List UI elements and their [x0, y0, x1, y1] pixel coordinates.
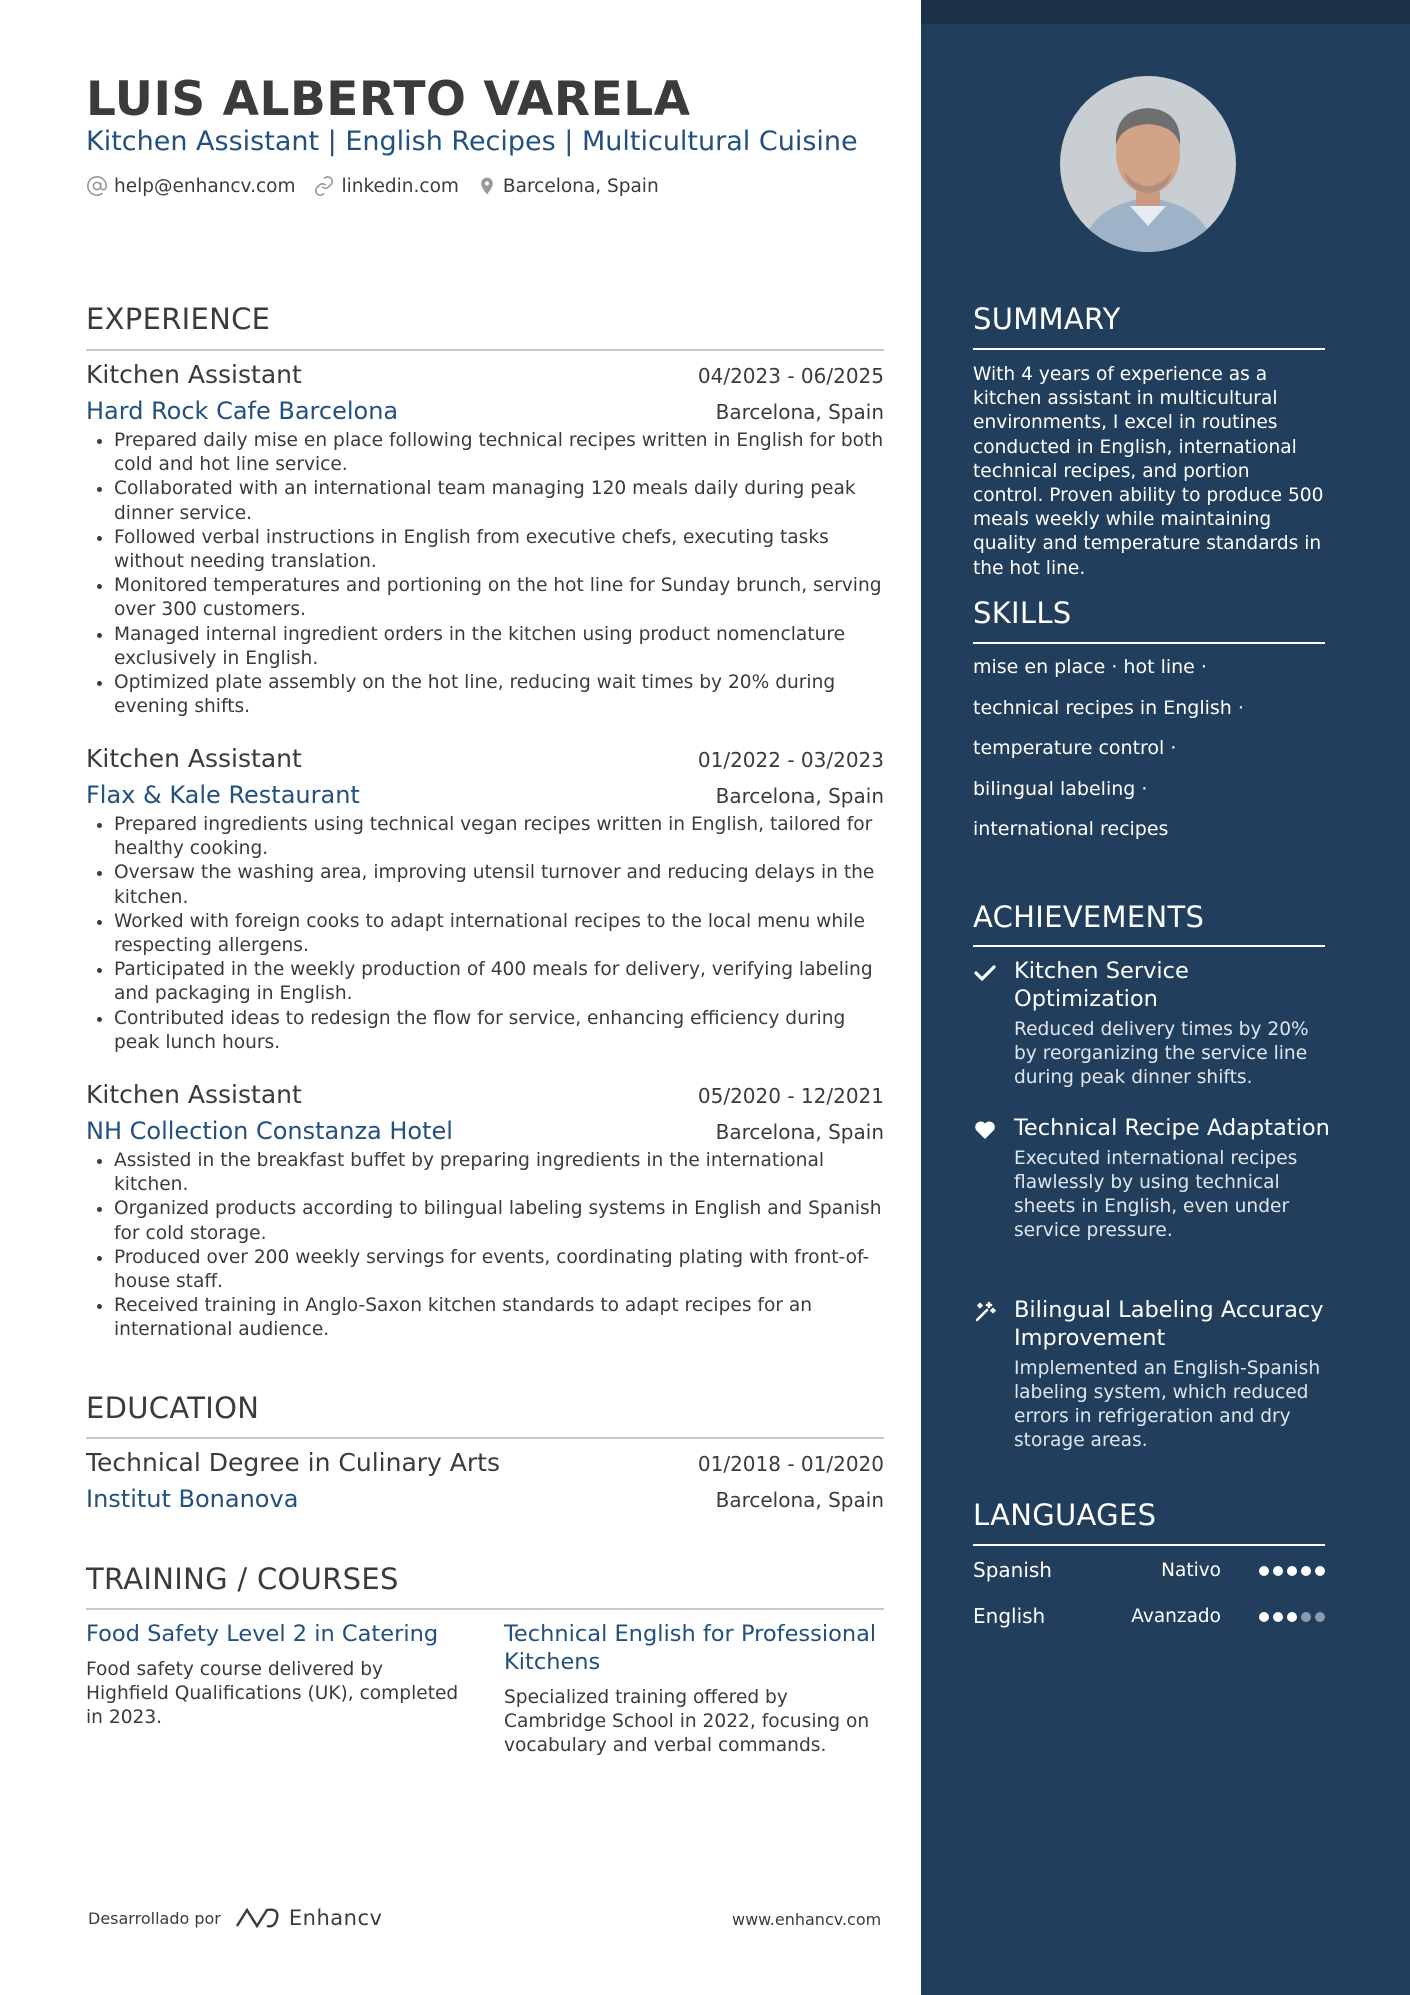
- job-company-row: [86, 781, 884, 809]
- bullet-item: • Optimized plate assembly on the hot line, reducing wait times by 20% during evening shifts.: [114, 671, 884, 719]
- heart-icon: [973, 1118, 997, 1142]
- summary-heading: SUMMARY: [973, 302, 1121, 336]
- language-level: Avanzado: [1131, 1606, 1221, 1627]
- skill-line: bilingual labeling ·: [973, 777, 1148, 800]
- course-entry: [86, 1620, 471, 1730]
- footer-website[interactable]: www.enhancv.com: [732, 1910, 882, 1929]
- job-location: Barcelona, Spain: [715, 1120, 884, 1144]
- bullet-item: • Collaborated with an international team managing 120 meals daily during peak dinner service.: [114, 477, 884, 525]
- job-dates: 04/2023 - 06/2025: [697, 364, 884, 388]
- education-heading: EDUCATION: [86, 1391, 260, 1425]
- job-bullets: [86, 813, 884, 1055]
- skills-divider: [973, 642, 1325, 644]
- bullet-item: • Managed internal ingredient orders in the kitchen using product nomenclature exclusively in English.: [114, 623, 884, 671]
- sidebar-top-bar: [921, 0, 1410, 24]
- achievement-description: Executed international recipes flawlessly by using technical sheets in English, even under service pressure.: [1014, 1148, 1298, 1241]
- company-name: Flax & Kale Restaurant: [86, 781, 360, 809]
- email-text: help@enhancv.com: [114, 175, 296, 197]
- job-header: [86, 744, 884, 773]
- training-heading: TRAINING / COURSES: [86, 1562, 399, 1596]
- course-entry: [504, 1620, 889, 1758]
- contact-linkedin[interactable]: [313, 175, 458, 197]
- enhancv-logo-icon: [233, 1906, 281, 1930]
- achievements-heading: ACHIEVEMENTS: [973, 900, 1205, 934]
- job-dates: 05/2020 - 12/2021: [697, 1084, 884, 1108]
- course-title: Food Safety Level 2 in Catering: [86, 1621, 439, 1647]
- language-name: Spanish: [973, 1558, 1052, 1582]
- job-bullets: [86, 429, 884, 719]
- skill-line: technical recipes in English ·: [973, 696, 1244, 719]
- rating-dot: [1259, 1612, 1269, 1622]
- company-name: NH Collection Constanza Hotel: [86, 1117, 453, 1145]
- job-title: Kitchen Assistant: [86, 1080, 302, 1109]
- summary-text: With 4 years of experience as a kitchen assistant in multicultural environments, I excel in routines conducted in English, international technical recipes, and portion control. Proven ability to produce 500 meals weekly while maintaining quality and temperature standards in the hot line.: [973, 364, 1324, 579]
- achievement-description: Implemented an English-Spanish labeling system, which reduced errors in refrigeration and dry storage areas.: [1014, 1358, 1321, 1451]
- course-title: Technical English for Professional Kitchens: [504, 1621, 877, 1675]
- job-header: [86, 360, 884, 389]
- bullet-item: • Assisted in the breakfast buffet by preparing ingredients in the international kitchen.: [114, 1149, 884, 1197]
- bullet-item: • Prepared ingredients using technical vegan recipes written in English, tailored for healthy cooking.: [114, 813, 884, 861]
- job-title: Kitchen Assistant: [86, 360, 302, 389]
- rating-dot: [1315, 1566, 1325, 1576]
- enhancv-brand: Enhancv: [288, 1906, 383, 1930]
- achievement-item: [973, 1296, 1333, 1453]
- bullet-item: • Contributed ideas to redesign the flow for service, enhancing efficiency during peak lunch hours.: [114, 1007, 884, 1055]
- language-level: Nativo: [1161, 1560, 1221, 1581]
- achievement-title: Kitchen Service Optimization: [1014, 958, 1189, 1012]
- candidate-name: LUIS ALBERTO VARELA: [86, 72, 691, 127]
- bullet-item: • Participated in the weekly production of 400 meals for delivery, verifying labeling and packaging in English.: [114, 958, 884, 1006]
- experience-divider: [86, 349, 884, 351]
- contact-email[interactable]: [86, 175, 295, 197]
- rating-dot: [1273, 1612, 1283, 1622]
- languages-divider: [973, 1544, 1325, 1546]
- powered-by-label: Desarrollado por: [88, 1908, 221, 1928]
- bullet-item: • Organized products according to bilingual labeling systems in English and Spanish for cold storage.: [114, 1197, 884, 1245]
- rating-dot: [1301, 1566, 1311, 1576]
- course-description: Food safety course delivered by Highfield Qualifications (UK), completed in 2023.: [86, 1659, 459, 1728]
- at-icon: [86, 175, 108, 197]
- job-bullets: [86, 1149, 884, 1343]
- avatar: [1060, 76, 1236, 252]
- language-row: [973, 1558, 1325, 1588]
- footer-branding: [88, 1906, 382, 1930]
- bullet-item: • Followed verbal instructions in English from executive chefs, executing tasks without needing translation.: [114, 526, 884, 574]
- rating-dot: [1273, 1566, 1283, 1576]
- bullet-item: • Worked with foreign cooks to adapt international recipes to the local menu while respecting allergens.: [114, 910, 884, 958]
- rating-dot: [1315, 1612, 1325, 1622]
- education-entry: [86, 1448, 884, 1513]
- bullet-item: • Received training in Anglo-Saxon kitchen standards to adapt recipes for an international audience.: [114, 1294, 884, 1342]
- link-icon: [313, 175, 335, 197]
- school-name: Institut Bonanova: [86, 1485, 299, 1513]
- achievements-divider: [973, 945, 1325, 947]
- company-name: Hard Rock Cafe Barcelona: [86, 397, 399, 425]
- job-entry: [86, 360, 884, 719]
- job-location: Barcelona, Spain: [715, 784, 884, 808]
- headline: Kitchen Assistant | English Recipes | Multicultural Cuisine: [86, 126, 858, 157]
- education-header: [86, 1448, 884, 1477]
- bullet-item: • Prepared daily mise en place following technical recipes written in English for both cold and hot line service.: [114, 429, 884, 477]
- skills-heading: SKILLS: [973, 596, 1072, 630]
- job-location: Barcelona, Spain: [715, 400, 884, 424]
- linkedin-text: linkedin.com: [341, 175, 459, 197]
- rating-dot: [1287, 1566, 1297, 1576]
- contact-bar: [86, 175, 677, 197]
- education-location: Barcelona, Spain: [715, 1488, 884, 1512]
- contact-location: [477, 175, 659, 197]
- job-header: [86, 1080, 884, 1109]
- experience-heading: EXPERIENCE: [86, 302, 271, 336]
- rating-dot: [1301, 1612, 1311, 1622]
- training-divider: [86, 1608, 884, 1610]
- achievement-item: [973, 1114, 1333, 1243]
- achievement-title: Bilingual Labeling Accuracy Improvement: [1014, 1297, 1324, 1351]
- check-icon: [973, 961, 997, 985]
- job-company-row: [86, 1117, 884, 1145]
- location-text: Barcelona, Spain: [502, 175, 659, 197]
- magic-wand-icon: [973, 1300, 997, 1324]
- degree-title: Technical Degree in Culinary Arts: [86, 1448, 501, 1477]
- education-dates: 01/2018 - 01/2020: [697, 1452, 884, 1476]
- language-rating: [1255, 1612, 1325, 1622]
- language-rating: [1255, 1566, 1325, 1576]
- summary-divider: [973, 348, 1325, 350]
- education-school-row: [86, 1485, 884, 1513]
- language-name: English: [973, 1604, 1046, 1628]
- profile-photo: [1060, 76, 1236, 252]
- job-entry: [86, 1080, 884, 1343]
- education-divider: [86, 1437, 884, 1439]
- skill-line: international recipes: [973, 818, 1169, 840]
- rating-dot: [1259, 1566, 1269, 1576]
- course-description: Specialized training offered by Cambridge School in 2022, focusing on vocabulary and verbal commands.: [504, 1687, 870, 1756]
- language-row: [973, 1604, 1325, 1634]
- bullet-item: • Oversaw the washing area, improving utensil turnover and reducing delays in the kitchen.: [114, 861, 884, 909]
- achievement-title: Technical Recipe Adaptation: [1014, 1115, 1330, 1141]
- bullet-item: • Produced over 200 weekly servings for events, coordinating plating with front-of-house staff.: [114, 1246, 884, 1294]
- languages-heading: LANGUAGES: [973, 1498, 1157, 1532]
- job-dates: 01/2022 - 03/2023: [697, 748, 884, 772]
- bullet-item: • Monitored temperatures and portioning on the hot line for Sunday brunch, serving over 300 customers.: [114, 574, 884, 622]
- skill-line: temperature control ·: [973, 737, 1177, 759]
- achievement-item: [973, 957, 1333, 1090]
- job-company-row: [86, 397, 884, 425]
- rating-dot: [1287, 1612, 1297, 1622]
- skills-list: [973, 653, 1325, 856]
- achievement-description: Reduced delivery times by 20% by reorganizing the service line during peak dinner shifts.: [1014, 1019, 1309, 1088]
- location-pin-icon: [477, 175, 497, 197]
- job-entry: [86, 744, 884, 1055]
- skill-line: mise en place · hot line ·: [973, 656, 1207, 678]
- job-title: Kitchen Assistant: [86, 744, 302, 773]
